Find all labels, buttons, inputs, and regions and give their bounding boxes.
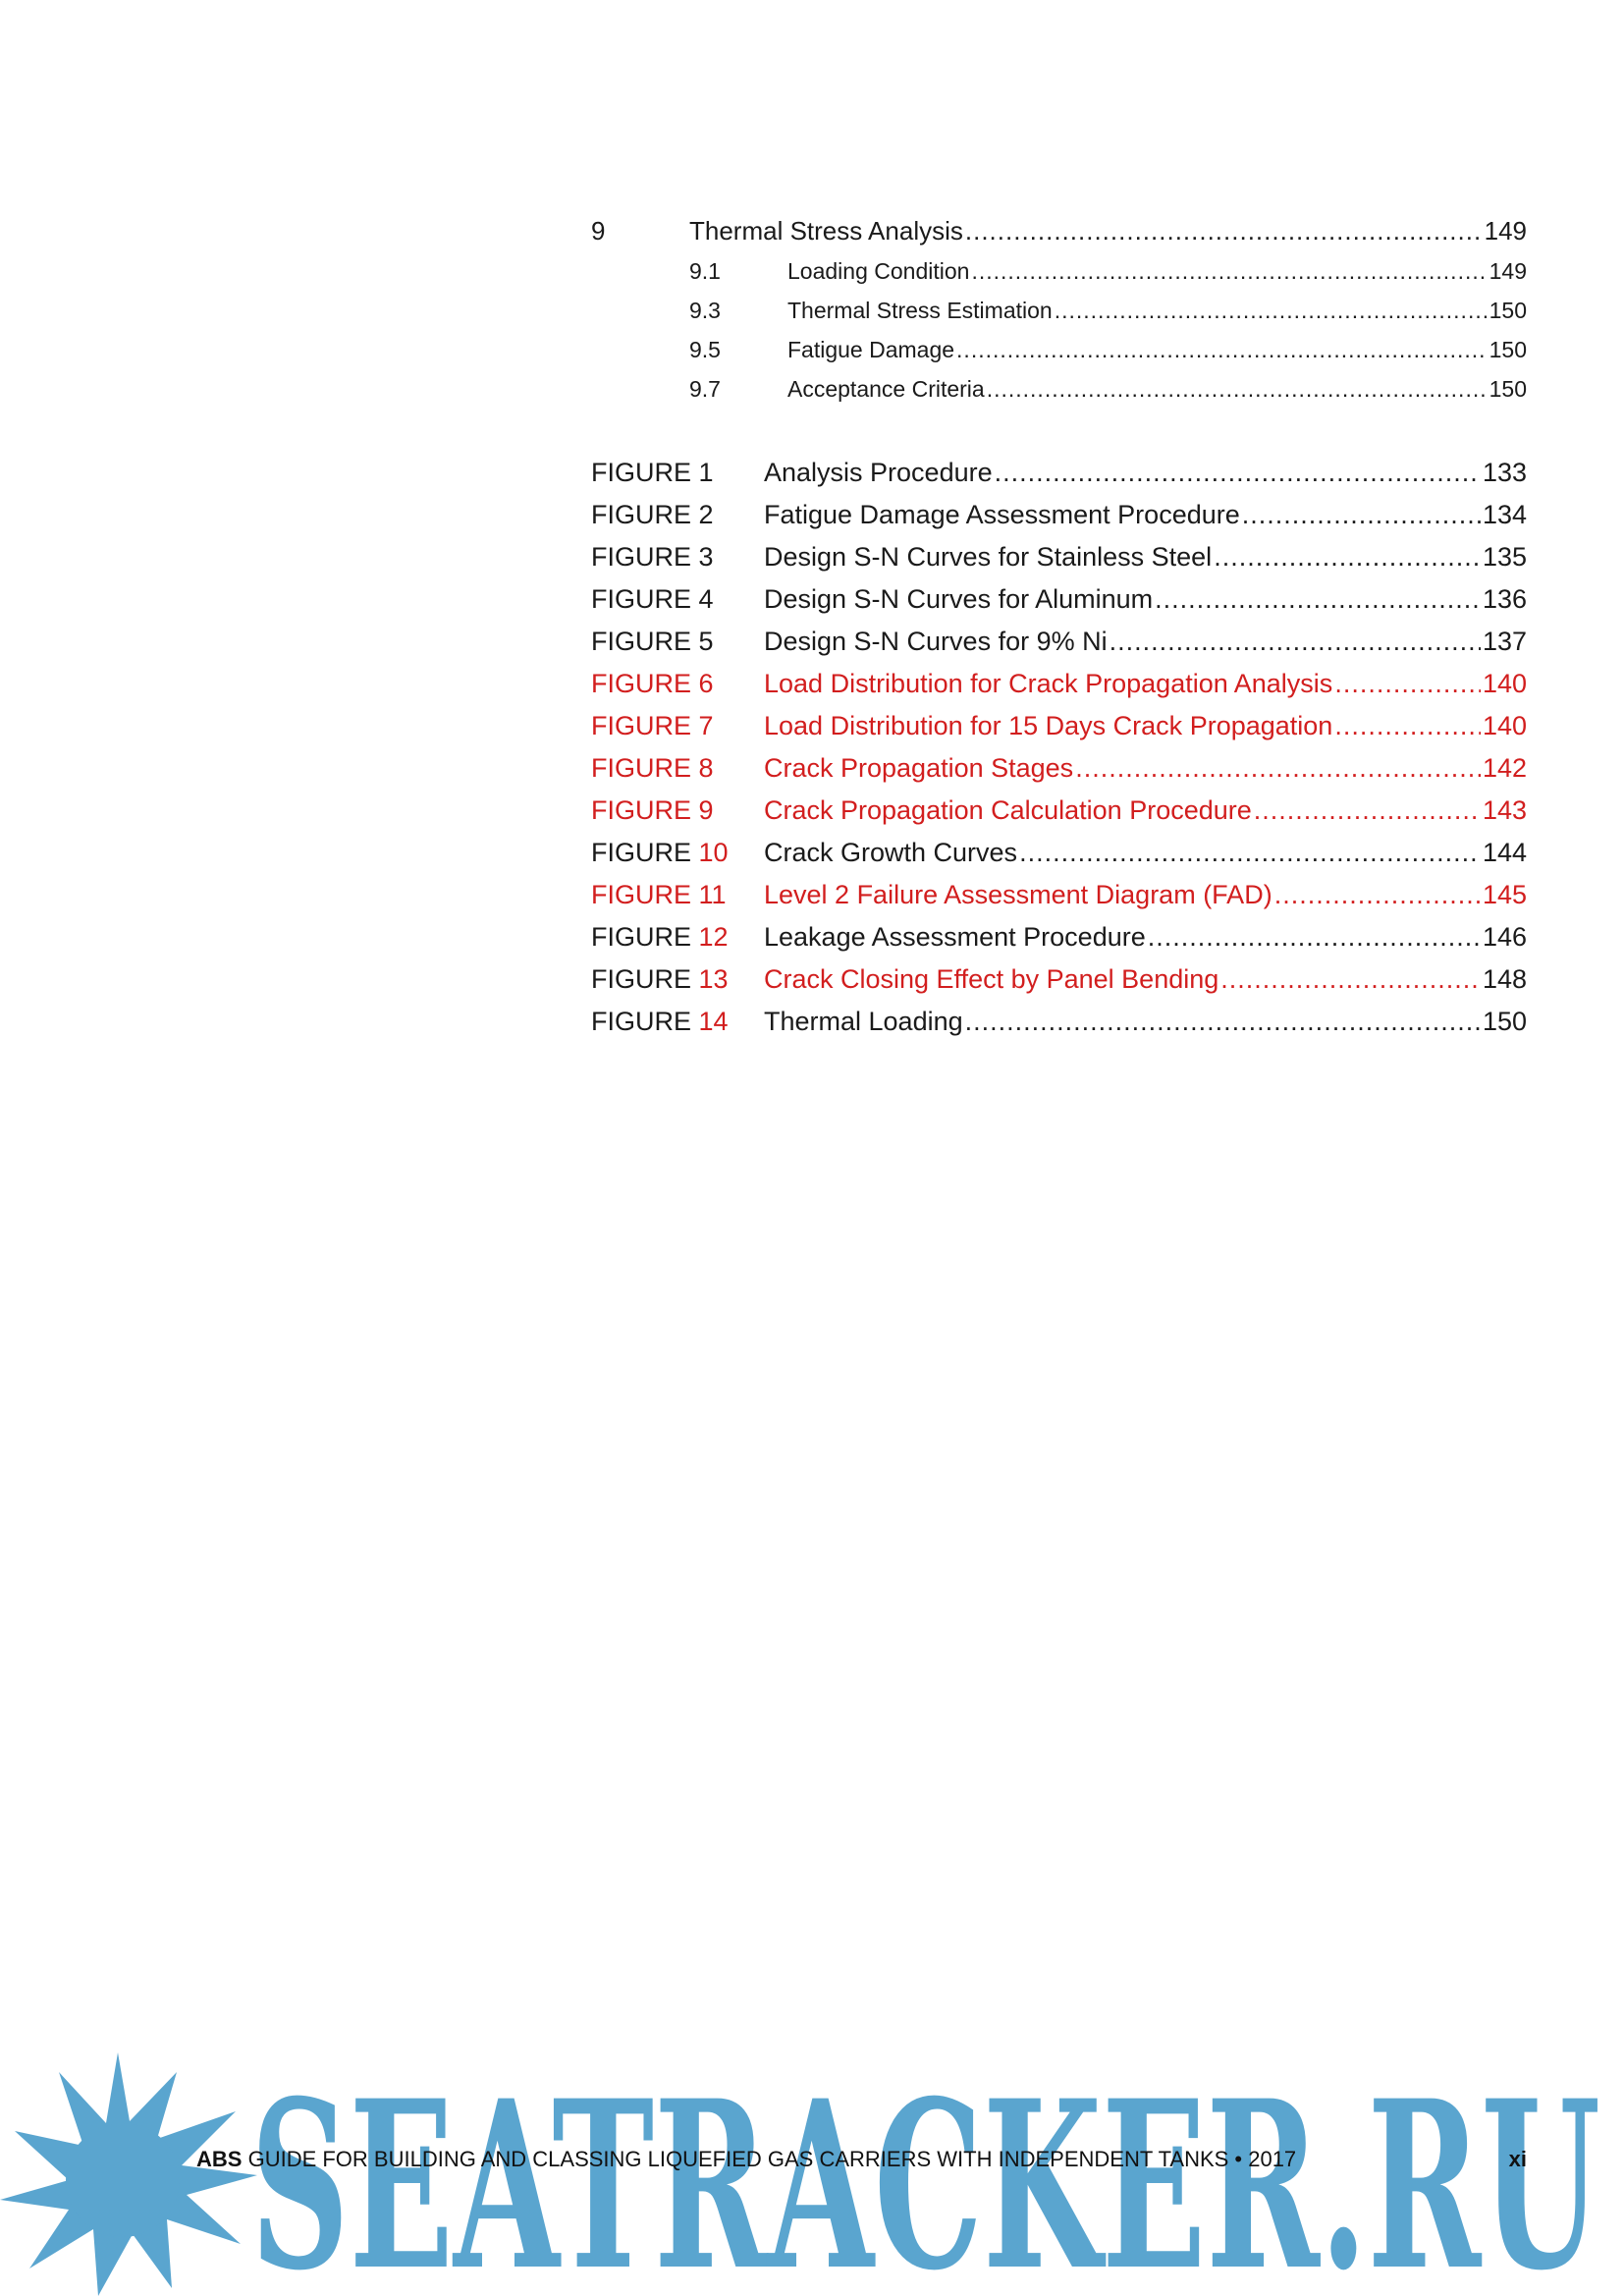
subsection-title: Loading Condition bbox=[787, 258, 970, 284]
page-number: 135 bbox=[1482, 542, 1527, 572]
figure-title: Analysis Procedure bbox=[764, 458, 993, 487]
figure-title: Crack Closing Effect by Panel Bending bbox=[764, 964, 1219, 994]
figure-title: Design S-N Curves for Stainless Steel bbox=[764, 542, 1213, 572]
figure-title: Fatigue Damage Assessment Procedure bbox=[764, 500, 1240, 529]
figure-label: FIGURE 2 bbox=[591, 500, 714, 529]
figure-label: FIGURE 13 bbox=[591, 964, 729, 994]
toc-figure-12[interactable] bbox=[591, 922, 1527, 957]
sun-logo-icon bbox=[0, 2052, 265, 2296]
dot-leader bbox=[1019, 838, 1481, 868]
toc-figure-3[interactable] bbox=[591, 542, 1527, 577]
toc-subsection[interactable] bbox=[689, 258, 1527, 288]
section-title: Thermal Stress Analysis bbox=[689, 216, 963, 246]
page-number: 134 bbox=[1482, 500, 1527, 529]
page-number: 140 bbox=[1482, 669, 1527, 698]
toc-section-9[interactable] bbox=[591, 216, 1527, 249]
figure-label: FIGURE 10 bbox=[591, 838, 729, 867]
page-number: 142 bbox=[1482, 753, 1527, 783]
page-number: 150 bbox=[1489, 298, 1527, 323]
dot-leader bbox=[1334, 669, 1481, 699]
footer-brand: ABS bbox=[196, 2147, 243, 2171]
figure-title: Crack Propagation Stages bbox=[764, 753, 1074, 783]
toc-subsection[interactable] bbox=[689, 298, 1527, 327]
toc-figure-8[interactable] bbox=[591, 753, 1527, 789]
toc-subsection[interactable] bbox=[689, 376, 1527, 406]
dot-leader bbox=[1075, 753, 1481, 784]
figure-title: Thermal Loading bbox=[764, 1007, 963, 1036]
figure-label: FIGURE 4 bbox=[591, 584, 714, 614]
figure-title: Crack Growth Curves bbox=[764, 838, 1018, 867]
dot-leader bbox=[1334, 711, 1481, 741]
dot-leader bbox=[965, 1007, 1481, 1037]
figure-label: FIGURE 3 bbox=[591, 542, 714, 572]
toc-figure-13[interactable] bbox=[591, 964, 1527, 1000]
page-number: 144 bbox=[1482, 838, 1527, 867]
figure-title: Design S-N Curves for 9% Ni bbox=[764, 627, 1108, 656]
figure-label: FIGURE 12 bbox=[591, 922, 729, 952]
toc-figure-11[interactable] bbox=[591, 880, 1527, 915]
figure-label: FIGURE 9 bbox=[591, 795, 714, 825]
page-number: 150 bbox=[1482, 1007, 1527, 1036]
subsection-number: 9.3 bbox=[689, 298, 721, 323]
dot-leader bbox=[971, 258, 1487, 285]
figure-label: FIGURE 14 bbox=[591, 1007, 729, 1036]
dot-leader bbox=[965, 216, 1483, 246]
toc-subsection[interactable] bbox=[689, 337, 1527, 366]
dot-leader bbox=[956, 337, 1488, 363]
subsection-title: Fatigue Damage bbox=[787, 337, 955, 362]
dot-leader bbox=[1274, 880, 1481, 910]
figure-title: Load Distribution for 15 Days Crack Propagation bbox=[764, 711, 1333, 740]
figure-label: FIGURE 5 bbox=[591, 627, 714, 656]
figure-label: FIGURE 7 bbox=[591, 711, 714, 740]
figure-title: Leakage Assessment Procedure bbox=[764, 922, 1146, 952]
figure-title: Crack Propagation Calculation Procedure bbox=[764, 795, 1252, 825]
figure-title: Level 2 Failure Assessment Diagram (FAD) bbox=[764, 880, 1272, 909]
dot-leader bbox=[1220, 964, 1481, 995]
page-number: 145 bbox=[1482, 880, 1527, 909]
figure-label: FIGURE 8 bbox=[591, 753, 714, 783]
page-number: 149 bbox=[1489, 258, 1527, 284]
page-number: 140 bbox=[1482, 711, 1527, 740]
dot-leader bbox=[1214, 542, 1481, 573]
page-number: 133 bbox=[1482, 458, 1527, 487]
page-number: 150 bbox=[1489, 337, 1527, 362]
toc-figure-14[interactable] bbox=[591, 1007, 1527, 1042]
toc-figure-2[interactable] bbox=[591, 500, 1527, 535]
page-number: 143 bbox=[1482, 795, 1527, 825]
figure-label: FIGURE 11 bbox=[591, 880, 727, 909]
page-number: 149 bbox=[1484, 216, 1527, 246]
toc-figure-7[interactable] bbox=[591, 711, 1527, 746]
section-number: 9 bbox=[591, 216, 606, 246]
page-number: 146 bbox=[1482, 922, 1527, 952]
page-number: 148 bbox=[1482, 964, 1527, 994]
figure-label: FIGURE 6 bbox=[591, 669, 714, 698]
dot-leader bbox=[1148, 922, 1481, 953]
dot-leader bbox=[1155, 584, 1481, 615]
page-number: 137 bbox=[1482, 627, 1527, 656]
subsection-number: 9.1 bbox=[689, 258, 721, 284]
footer-page-number: xi bbox=[1508, 2147, 1527, 2171]
figure-title: Design S-N Curves for Aluminum bbox=[764, 584, 1154, 614]
subsection-number: 9.7 bbox=[689, 376, 721, 402]
page-footer bbox=[196, 2147, 1527, 2174]
svg-text:SEATRACKER.RU: SEATRACKER.RU bbox=[250, 2080, 1600, 2296]
page-number: 136 bbox=[1482, 584, 1527, 614]
dot-leader bbox=[1055, 298, 1488, 324]
subsection-number: 9.5 bbox=[689, 337, 721, 362]
subsection-title: Thermal Stress Estimation bbox=[787, 298, 1053, 323]
page-number: 150 bbox=[1489, 376, 1527, 402]
dot-leader bbox=[995, 458, 1481, 488]
dot-leader bbox=[1254, 795, 1481, 826]
figure-title: Load Distribution for Crack Propagation Analysis bbox=[764, 669, 1333, 698]
toc-figure-1[interactable] bbox=[591, 458, 1527, 493]
toc-figure-4[interactable] bbox=[591, 584, 1527, 620]
toc-figure-5[interactable] bbox=[591, 627, 1527, 662]
watermark-text bbox=[247, 2080, 1605, 2296]
subsection-title: Acceptance Criteria bbox=[787, 376, 985, 402]
dot-leader bbox=[1110, 627, 1481, 657]
footer-title: GUIDE FOR BUILDING AND CLASSING LIQUEFIED GAS CARRIERS WITH INDEPENDENT TANKS • 2017 bbox=[247, 2147, 1297, 2171]
toc-figure-6[interactable] bbox=[591, 669, 1527, 704]
dot-leader bbox=[1242, 500, 1481, 530]
figure-label: FIGURE 1 bbox=[591, 458, 714, 487]
toc-figure-9[interactable] bbox=[591, 795, 1527, 831]
toc-figure-10[interactable] bbox=[591, 838, 1527, 873]
dot-leader bbox=[987, 376, 1488, 403]
